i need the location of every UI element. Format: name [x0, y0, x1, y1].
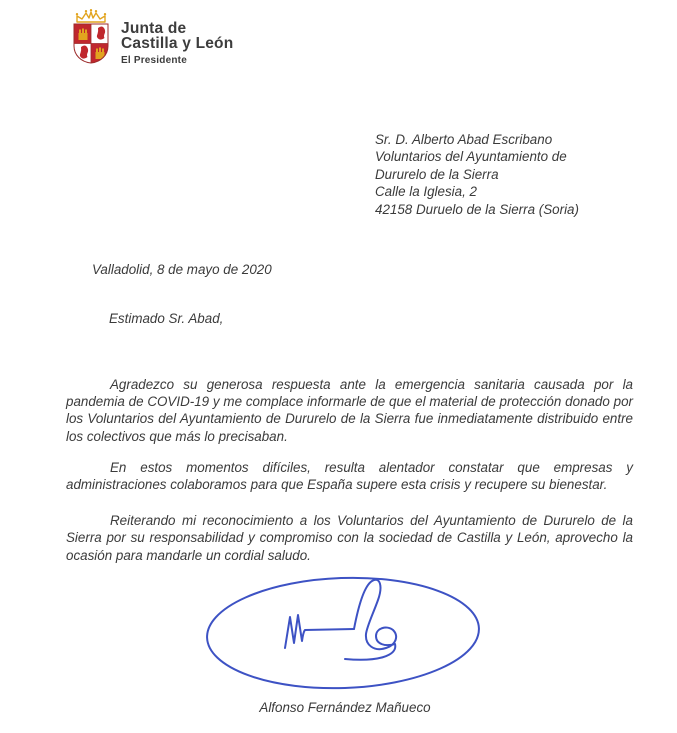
office-title: El Presidente — [121, 55, 187, 66]
recipient-line: Sr. D. Alberto Abad Escribano — [375, 132, 553, 147]
signature-loop — [205, 573, 481, 692]
dateline: Valladolid, 8 de mayo de 2020 — [92, 262, 272, 277]
signature-monogram — [285, 615, 354, 648]
letterhead — [68, 7, 233, 66]
recipient-line: Dururelo de la Sierra — [375, 166, 499, 182]
org-name-line1: Junta de — [121, 20, 187, 37]
signature-flourish — [345, 580, 396, 660]
org-name-line2: Castilla y León — [121, 35, 234, 52]
signer-name: Alfonso Fernández Mañueco — [259, 700, 431, 715]
recipient-line: 42158 Duruelo de la Sierra (Soria) — [375, 201, 579, 217]
paragraph: Agradezco su generosa respuesta ante la emergencia sanitaria causada por la pandemia de COVID-19 y me complace informarle de que el material de protección donado por los Voluntarios del Ayuntamiento de Dururelo de la Sierra fue inmediatamente distribuido entre los colectivos que más lo precisaban. — [66, 377, 633, 444]
recipient-address-block — [375, 131, 579, 218]
handwritten-signature — [202, 572, 487, 694]
letter-body — [66, 376, 633, 564]
letterhead-text — [121, 7, 233, 66]
lion-glyph — [80, 46, 88, 59]
paragraph: En estos momentos difíciles, resulta alentador constatar que empresas y administraciones colaboramos para que España supere esta crisis y recupere su bienestar. — [66, 459, 633, 493]
paragraph: Reiterando mi reconocimiento a los Voluntarios del Ayuntamiento de Dururelo de la Sierra por su responsabilidad y compromiso con la sociedad de Castilla y León, aprovecho la ocasión para mandarle un cordial saludo. — [66, 513, 633, 563]
crown-icon — [76, 9, 106, 22]
recipient-line: Calle la Iglesia, 2 — [375, 184, 477, 200]
castle-glyph — [79, 29, 88, 41]
recipient-line: Voluntarios del Ayuntamiento de — [375, 149, 567, 165]
signature-ink-icon — [202, 572, 487, 694]
coat-of-arms-castilla-y-leon-icon — [68, 7, 114, 65]
salutation: Estimado Sr. Abad, — [109, 311, 224, 326]
lion-glyph — [97, 27, 105, 40]
